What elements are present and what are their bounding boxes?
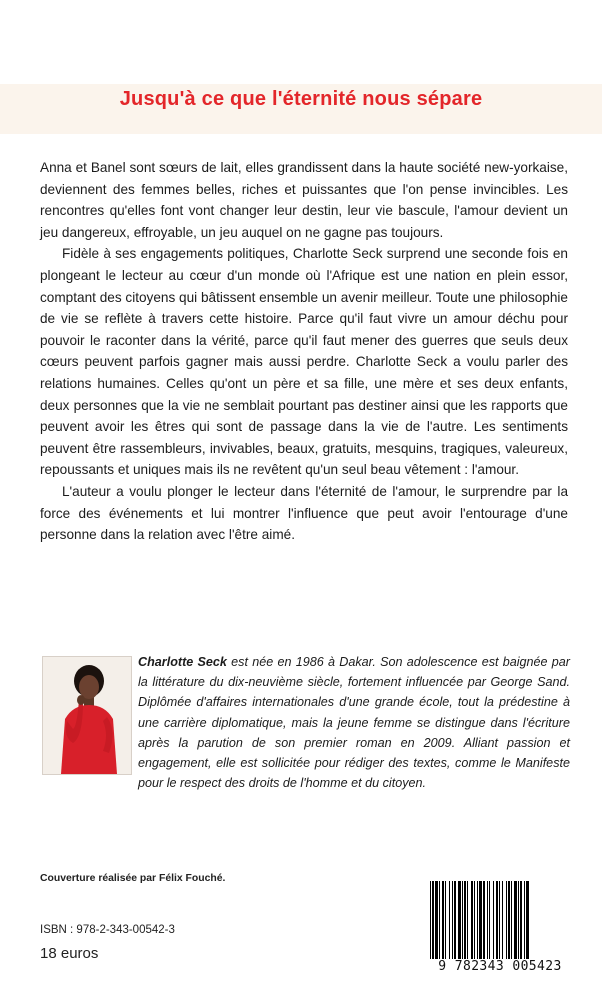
barcode-bar	[518, 881, 519, 959]
barcode-bar	[452, 881, 453, 959]
barcode-bar	[467, 881, 468, 959]
barcode-bar	[435, 881, 438, 959]
barcode-bar	[458, 881, 461, 959]
barcode-bar	[449, 881, 450, 959]
author-name: Charlotte Seck	[138, 655, 227, 669]
barcode-bar	[442, 881, 444, 959]
barcode-bar	[489, 881, 490, 959]
barcode-image	[427, 881, 572, 959]
barcode-bar	[496, 881, 498, 959]
barcode-bar	[462, 881, 463, 959]
barcode-bar	[511, 881, 512, 959]
blurb-paragraph-1: Anna et Banel sont sœurs de lait, elles grandissent dans la haute société new-yorkaise, deviennent des femmes belles, riches et puissantes que l'on pense invincibles. Les rencontres qu'elles font vont changer leur destin, leur vie bascule, l'amour devient un jeu dangereux, effroyable, un jeu auquel on ne gagne pas toujours.	[40, 160, 568, 240]
barcode-bar	[454, 881, 456, 959]
cover-credit: Couverture réalisée par Félix Fouché.	[40, 873, 226, 884]
barcode-bar	[471, 881, 473, 959]
barcode-bar	[464, 881, 466, 959]
barcode-bar	[493, 881, 494, 959]
barcode-bar	[474, 881, 475, 959]
barcode-bar	[502, 881, 503, 959]
barcode-bar	[477, 881, 478, 959]
barcode-bar	[520, 881, 522, 959]
barcode-bar	[430, 881, 431, 959]
barcode-bar	[508, 881, 510, 959]
barcode-bar	[526, 881, 529, 959]
blurb-paragraph-3: L'auteur a voulu plonger le lecteur dans l'éternité de l'amour, le surprendre par la force des événements et lui montrer l'influence que peut avoir l'entourage d'une personne dans la relation avec l'être aimé.	[40, 483, 568, 543]
barcode-bar	[514, 881, 517, 959]
barcode-bar	[439, 881, 440, 959]
isbn: ISBN : 978-2-343-00542-3	[40, 924, 175, 936]
author-bio-body: est née en 1986 à Dakar. Son adolescence est baignée par la littérature du dix-neuvième siècle, fortement influencée par George Sand. Diplômée d'affaires internationales d'une grande école, tout la prédestine à une carrière diplomatique, mais la jeune femme se distingue dans l'écriture après la parution de son premier roman en 2009. Alliant passion et engagement, elle est sollicitée pour rédiger des textes, comme le Manifeste pour le respect des droits de l'homme et du citoyen.	[138, 655, 571, 791]
barcode-bar	[524, 881, 525, 959]
barcode-bar	[479, 881, 482, 959]
book-title: Jusqu'à ce que l'éternité nous sépare	[119, 88, 483, 110]
price: 18 euros	[40, 945, 99, 962]
barcode-bar	[445, 881, 446, 959]
barcode-bar	[499, 881, 500, 959]
barcode-bar	[506, 881, 507, 959]
author-bio	[40, 652, 570, 793]
barcode-digits: 9 782343 005423	[438, 959, 562, 974]
back-cover-blurb	[40, 157, 568, 546]
barcode-bar	[487, 881, 488, 959]
photo-spacer	[40, 652, 138, 776]
blurb-paragraph-2: Fidèle à ses engagements politiques, Charlotte Seck surprend une seconde fois en plongeant le lecteur au cœur d'un monde où l'Afrique est une nation en plein essor, comptant des citoyens qui bâtissent ensemble un avenir meilleur. Toute une philosophie de vie se reflète à travers cette histoire. Parce qu'il faut vivre un amour déchu pour pouvoir le raconter dans la vérité, parce qu'il faut mener des guerres que seuls deux cœurs peuvent parfois gagner mais aussi perdre. Charlotte Seck a voulu parler des relations humaines. Celles qu'ont un père et sa fille, une mère et ses deux enfants, deux personnes que la vie ne semblait pourtant pas destiner ainsi que les rapports que peuvent avoir les êtres qui sont de passage dans la vie de l'autre. Les sentiments peuvent être rassembleurs, invivables, beaux, gratuits, mesquins, tragiques, valeureux, repoussants et uniques mais ils ne revêtent qu'un seul beau vêtement : l'amour.	[40, 246, 568, 478]
barcode-bar	[483, 881, 485, 959]
barcode-bar	[432, 881, 434, 959]
